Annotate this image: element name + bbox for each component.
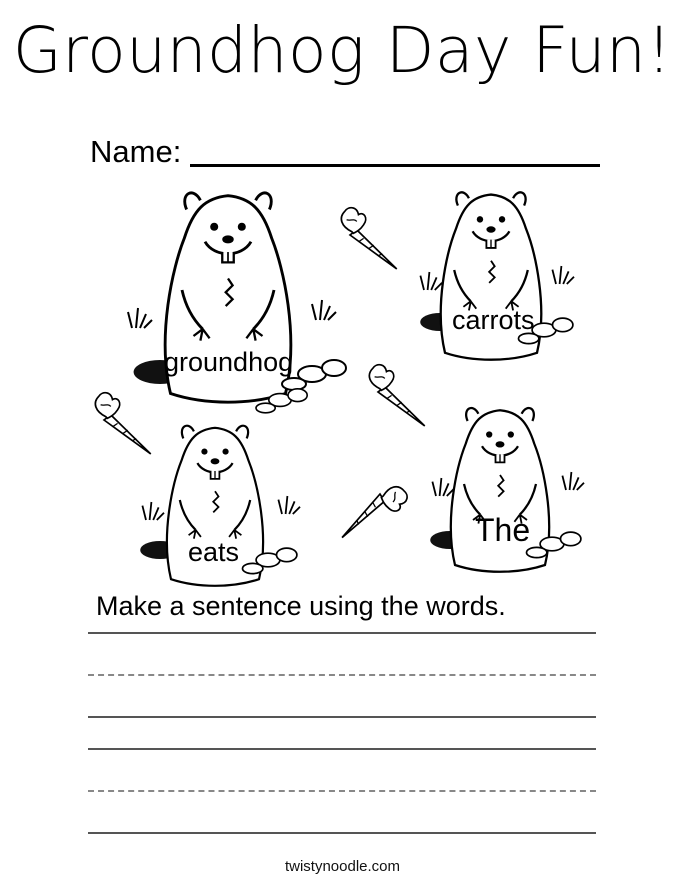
writing-guide-line (88, 674, 596, 676)
carrot-icon (95, 393, 150, 454)
instruction-text: Make a sentence using the words. (96, 591, 506, 621)
writing-line[interactable] (88, 632, 596, 634)
word-groundhog: groundhog (164, 347, 294, 377)
carrot-icon (369, 365, 424, 426)
writing-line[interactable] (88, 748, 596, 750)
carrot-icon (342, 482, 408, 543)
page-title: Groundhog Day Fun! (12, 14, 673, 87)
site-footer: twistynoodle.com (284, 858, 401, 875)
writing-line[interactable] (88, 832, 596, 834)
word-eats: eats (188, 537, 240, 567)
writing-guide-line (88, 790, 596, 792)
word-carrots: carrots (452, 305, 535, 335)
groundhog-icon (128, 193, 346, 413)
carrot-icon (341, 208, 396, 269)
name-label: Name: (90, 134, 182, 169)
word-the: The (475, 512, 531, 548)
writing-line[interactable] (88, 716, 596, 718)
